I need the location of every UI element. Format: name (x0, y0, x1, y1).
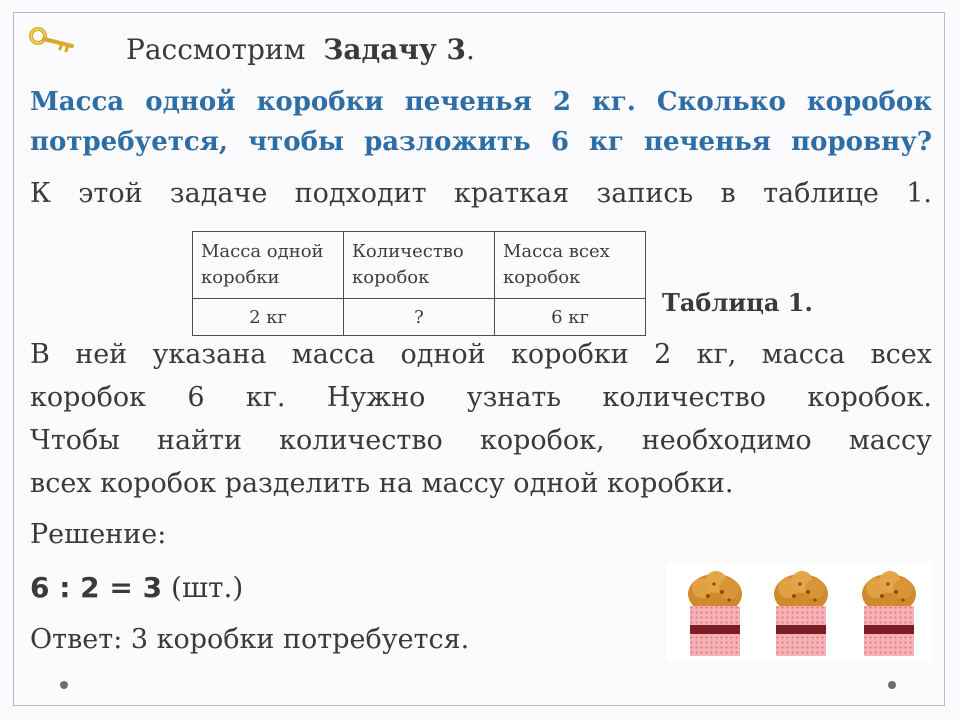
answer-text: Ответ: 3 коробки потребуется. (30, 624, 470, 655)
problem-line: потребуется, чтобы разложить 6 кг печенья поровну? (30, 127, 932, 157)
title-task: Задачу 3 (323, 33, 466, 66)
muffin-box-icon (770, 570, 832, 658)
explanation-line: В ней указана масса одной коробки 2 кг, масса всех (30, 339, 932, 370)
table-value-row (193, 299, 646, 336)
title-prefix: Рассмотрим (126, 33, 306, 66)
solution-equation (30, 566, 243, 610)
title-suffix: . (466, 33, 475, 66)
table-value-cell: 6 кг (495, 299, 646, 336)
summary-table (192, 231, 646, 336)
table-value-cell: ? (344, 299, 495, 336)
table-header-cell: Масса одной коробки (193, 232, 344, 299)
equation-unit: (шт.) (171, 571, 244, 604)
table-value-cell: 2 кг (193, 299, 344, 336)
muffin-box-icon (684, 570, 746, 658)
table-header-row (193, 232, 646, 299)
muffin-box-icon (858, 570, 920, 658)
decorative-dot-left (60, 681, 68, 689)
explanation-text (30, 333, 932, 505)
muffin-boxes-illustration (666, 562, 932, 662)
key-icon (28, 26, 76, 52)
slide-title (126, 30, 475, 70)
table-caption: Таблица 1. (662, 288, 813, 317)
equation-expression: 6 : 2 = 3 (30, 571, 163, 604)
explanation-line: Чтобы найти количество коробок, необходимо массу (30, 425, 932, 456)
solution-label: Решение: (30, 519, 167, 550)
table-header-cell: Количество коробок (344, 232, 495, 299)
explanation-line: всех коробок разделить на массу одной коробки. (30, 468, 734, 499)
explanation-line: коробок 6 кг. Нужно узнать количество коробок. (30, 382, 932, 413)
table-header-cell: Масса всех коробок (495, 232, 646, 299)
intro-text: К этой задаче подходит краткая запись в таблице 1. (30, 178, 932, 209)
problem-statement (30, 82, 932, 162)
decorative-dot-right (888, 681, 896, 689)
problem-line: Масса одной коробки печенья 2 кг. Сколько коробок (30, 87, 932, 117)
